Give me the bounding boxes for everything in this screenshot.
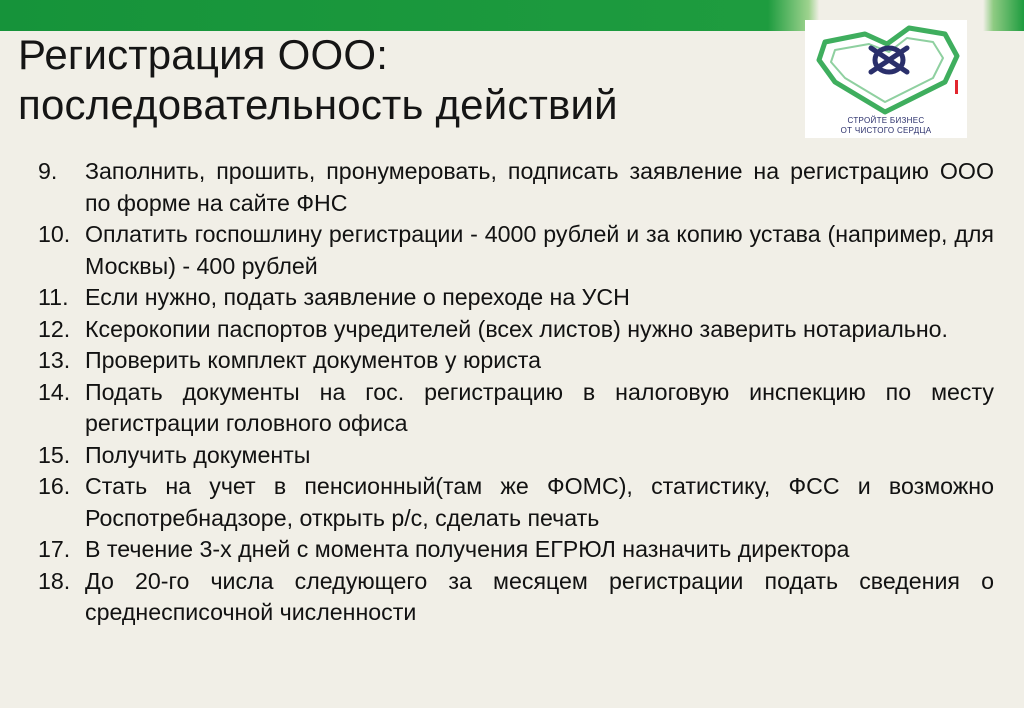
logo-text-line-2: ОТ ЧИСТОГО СЕРДЦА: [840, 126, 932, 135]
step-item: [38, 566, 994, 629]
step-text: В течение 3-х дней с момента получения ЕГРЮЛ назначить директора: [85, 536, 850, 562]
step-number: 13.: [38, 347, 71, 373]
step-number: 17.: [38, 536, 71, 562]
heart-with-knot-icon: [805, 20, 967, 116]
step-text: До 20-го числа следующего за месяцем регистрации подать сведения о среднесписочной численности: [85, 567, 994, 625]
step-number: 14.: [38, 378, 71, 405]
step-item: [38, 156, 994, 219]
step-item: [38, 534, 994, 566]
slide-title-line-2: последовательность действий: [18, 81, 618, 128]
step-number: 9.: [38, 158, 58, 184]
step-item: [38, 282, 994, 314]
step-number: 11.: [38, 284, 69, 310]
step-number: 18.: [38, 567, 71, 594]
step-number: 12.: [38, 315, 71, 342]
step-text: Если нужно, подать заявление о переходе на УСН: [85, 284, 630, 310]
slide-title-line-1: Регистрация ООО:: [18, 31, 389, 78]
step-text: Стать на учет в пенсионный(там же ФОМС), статистику, ФСС и возможно Роспотребнадзоре, открыть р/с, сделать печать: [85, 473, 994, 531]
step-text: Ксерокопии паспортов учредителей (всех листов) нужно заверить нотариально.: [85, 315, 948, 342]
step-item: [38, 471, 994, 534]
step-item: [38, 440, 994, 472]
step-text: Оплатить госпошлину регистрации - 4000 рублей и за копию устава (например, для Москвы) - 400 рублей: [85, 221, 994, 279]
slide-title: [18, 30, 618, 130]
logo-text-line-1: СТРОЙТЕ БИЗНЕС: [847, 116, 925, 125]
step-text: Получить документы: [85, 441, 311, 468]
step-text: Заполнить, прошить, пронумеровать, подписать заявление на регистрацию ООО по форме на сайте ФНС: [85, 158, 994, 216]
step-number: 16.: [38, 473, 71, 499]
step-item: [38, 345, 994, 377]
step-item: [38, 219, 994, 282]
step-number: 10.: [38, 221, 71, 247]
step-text: Подать документы на гос. регистрацию в налоговую инспекцию по месту регистрации головного офиса: [85, 378, 994, 436]
company-logo: [805, 20, 967, 138]
step-item: [38, 314, 994, 346]
steps-list: [38, 156, 994, 629]
step-number: 15.: [38, 441, 71, 468]
step-text: Проверить комплект документов у юриста: [85, 347, 542, 373]
step-item: [38, 377, 994, 440]
